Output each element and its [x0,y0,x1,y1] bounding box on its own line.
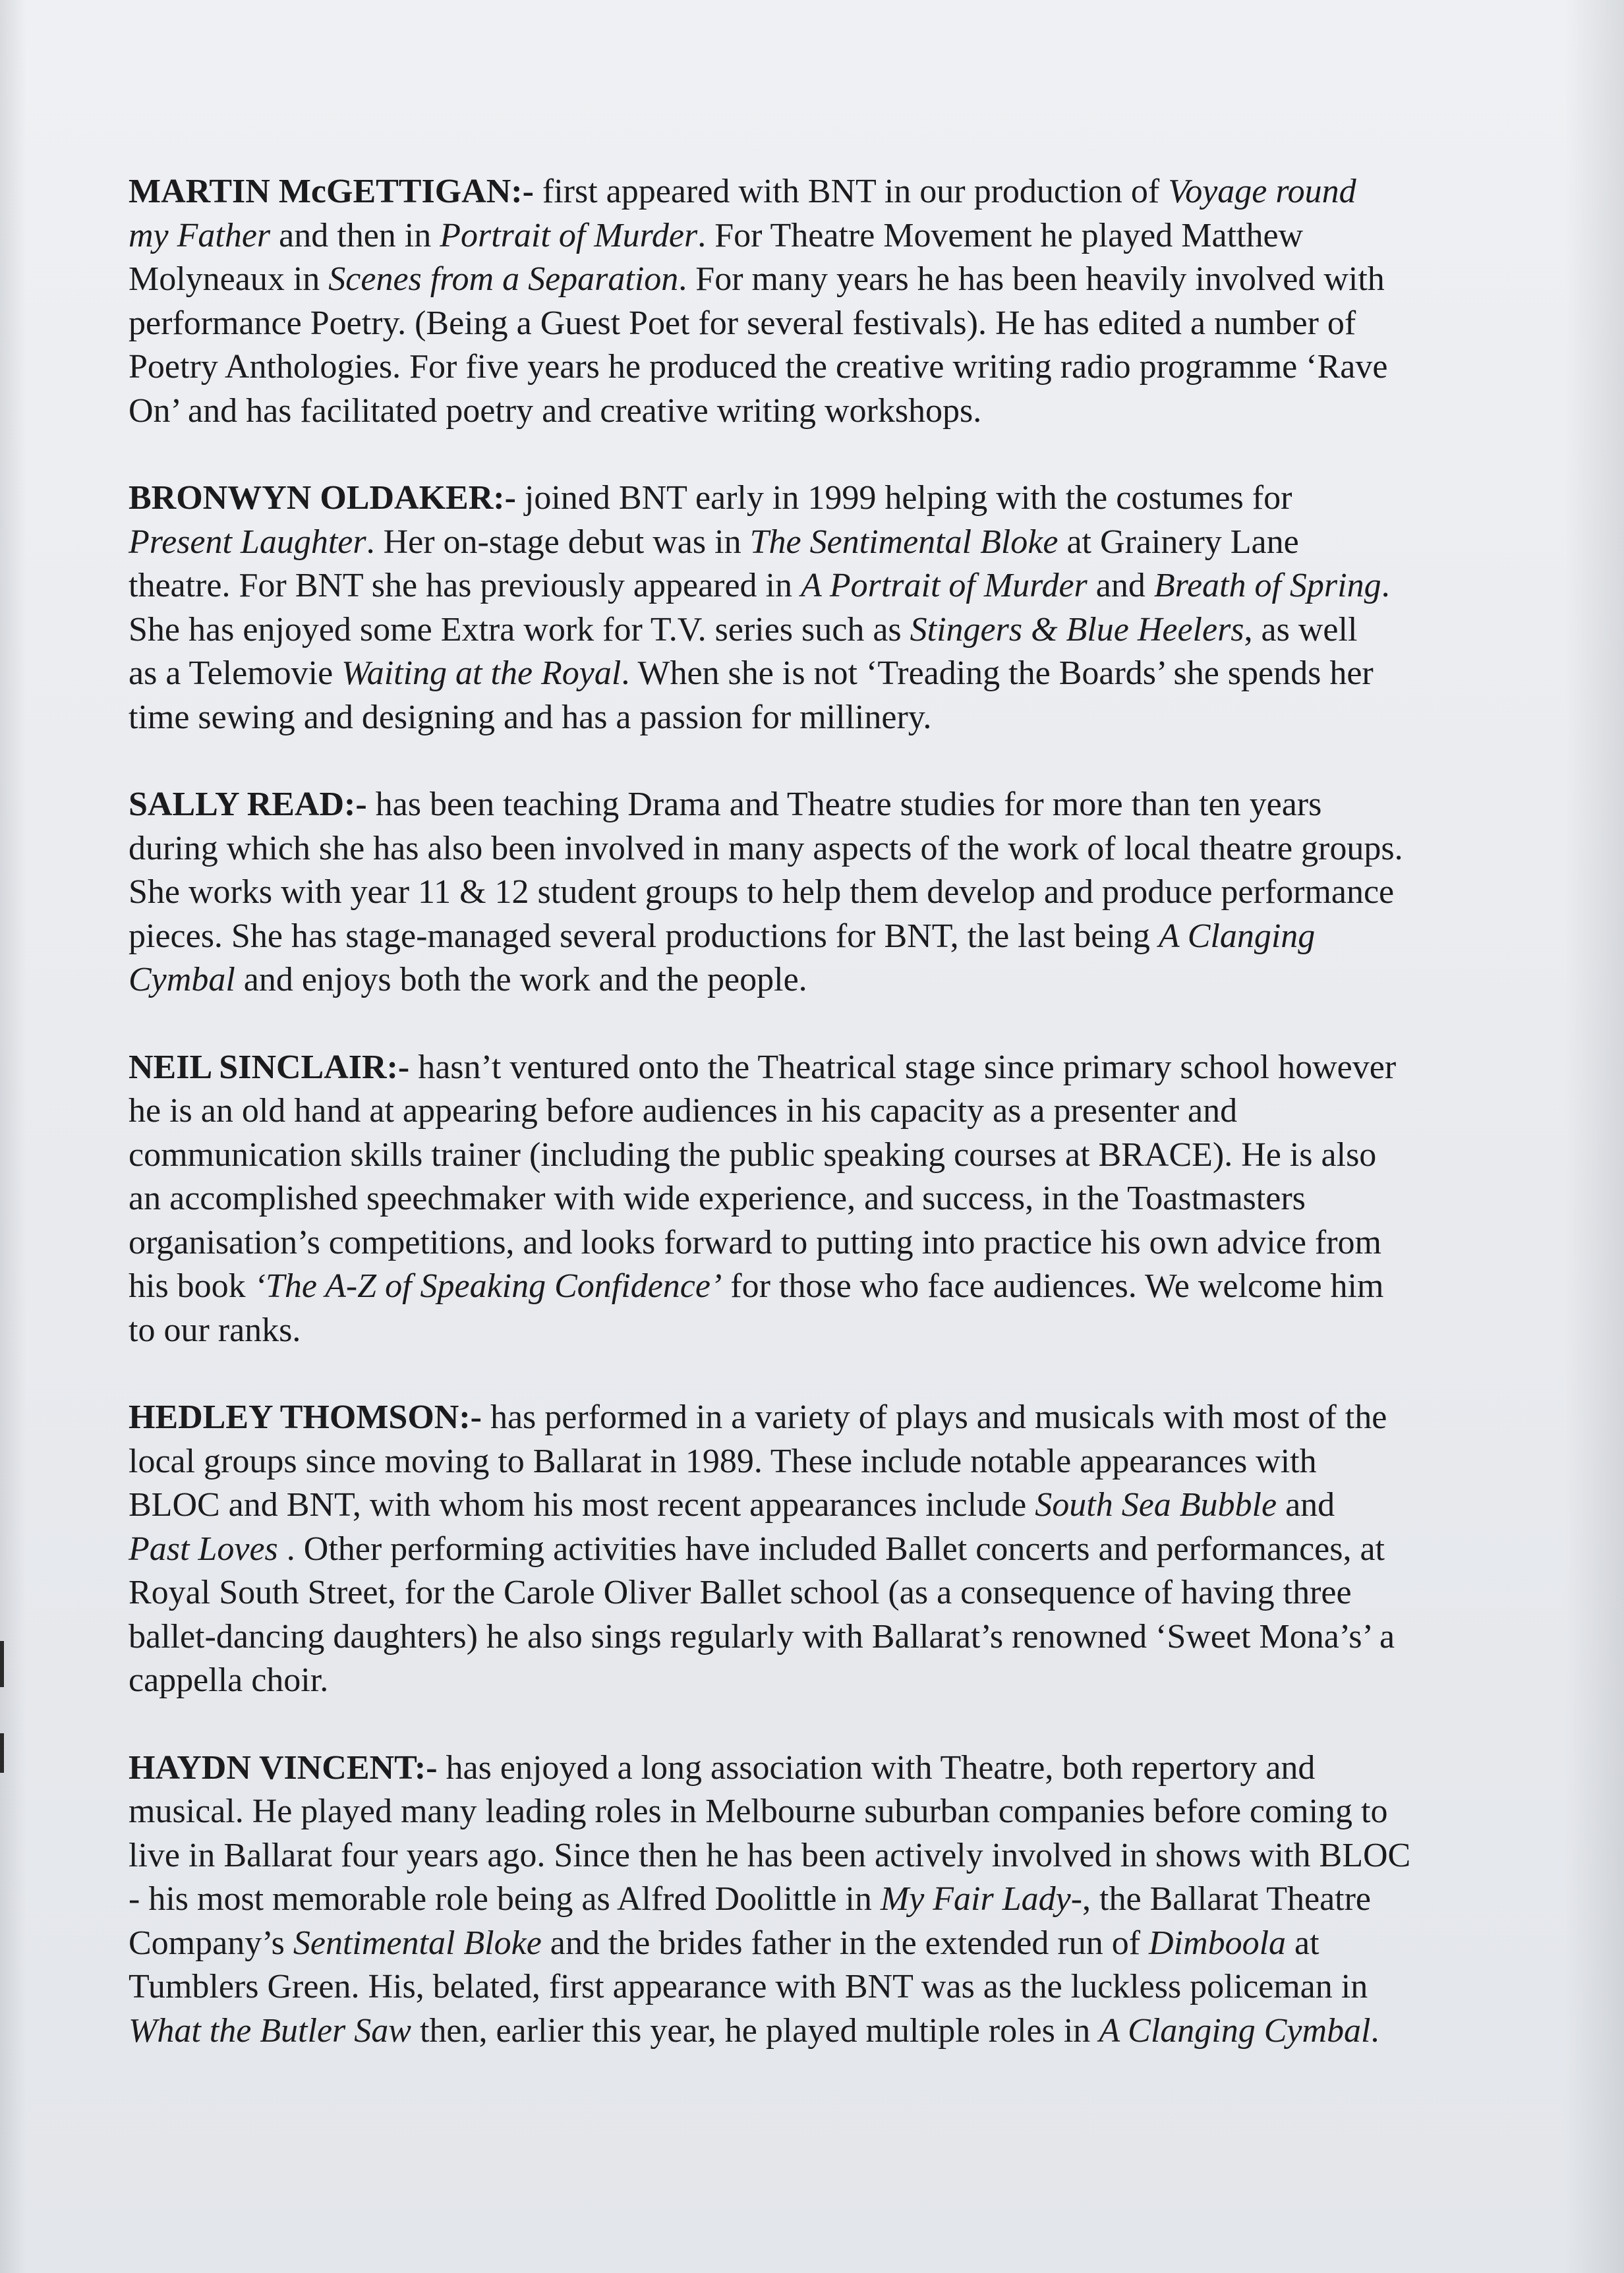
cast-name: NEIL SINCLAIR:- [129,1048,410,1086]
production-title: What the Butler Saw [129,2011,411,2050]
bio-text: . Her on-stage debut was in [366,523,750,561]
bio-text: , as well as a Telemovie [129,610,1358,692]
bio-neil-sinclair [129,1046,1506,1353]
production-title: Dimboola [1149,1924,1287,1962]
production-title: Sentimental Bloke [293,1924,542,1962]
bio-text: . Other performing activities have included Ballet concerts and performances, at Royal South Street, for the Carole Oliver Ballet school (as a consequence of having three ballet-dancing daughters) he also sings regularly with Ballarat’s renowned ‘Sweet Mona’s’ a cappella choir. [129,1530,1395,1699]
edge-mark [0,1733,4,1773]
production-title: Past Loves [129,1530,278,1568]
bio-text: has performed in a variety of plays and musicals with most of the local groups since moving to Ballarat in 1989. These include notable appearances with BLOC and BNT, with whom his most recent appearances include [129,1398,1387,1524]
bio-haydn-vincent [129,1746,1506,2054]
production-title: Stingers & Blue Heelers [910,610,1244,648]
cast-name: HEDLEY THOMSON:- [129,1398,482,1436]
cast-name: MARTIN McGETTIGAN:- [129,173,534,210]
production-title: My Fair Lady [880,1880,1071,1918]
production-title: A Portrait of Murder [801,567,1088,604]
bio-text: and then in [270,216,440,254]
bio-text: and [1087,567,1154,604]
bio-sally-read [129,783,1506,1002]
bio-text: for those who face audiences. We welcome him to our ranks. [129,1267,1384,1349]
bio-text: first appeared with BNT in our production of [533,173,1169,210]
production-title: Scenes from a Separation [328,260,679,298]
production-title: Present Laughter [129,523,366,561]
bio-text: and the brides father in the extended run of [541,1924,1149,1962]
bio-bronwyn-oldaker [129,476,1506,739]
cast-name: BRONWYN OLDAKER:- [129,479,516,517]
bio-text: . She has enjoyed some Extra work for T.V. series such as [129,567,1390,648]
bio-text: -, the Ballarat Theatre Company’s [129,1880,1371,1962]
bio-text: . For many years he has been heavily involved with performance Poetry. (Being a Guest Poet for several festivals). He has edited a number of Poetry Anthologies. For five years he produced the creative writing radio programme ‘Rave On’ and has facilitated poetry and creative writing workshops. [129,260,1388,430]
bio-text: at Tumblers Green. His, belated, first appearance with BNT was as the luckless policeman in [129,1924,1368,2005]
bio-text: at Grainery Lane theatre. For BNT she has previously appeared in [129,523,1299,604]
bio-text: and [1285,1486,1335,1524]
production-title: The Sentimental Bloke [749,523,1058,561]
edge-mark [0,1641,4,1687]
production-title: Breath of Spring [1153,567,1381,604]
bio-martin-mcgettigan [129,170,1506,433]
cast-biographies [129,170,1506,2053]
production-title: A Clanging Cymbal [129,917,1316,998]
bio-text: hasn’t ventured onto the Theatrical stage since primary school however he is an old hand at appearing before audiences in his capacity as a presenter and communication skills trainer (including the public speaking courses at BRACE). He is also an accomplished speechmaker with wide experience, and success, in the Toastmasters organisation’s competitions, and looks forward to putting into practice his own advice from his book [129,1048,1397,1305]
production-title: Voyage round my Father [129,173,1356,254]
bio-text: and enjoys both the work and the people. [235,961,807,998]
page-shadow-right [1565,0,1624,2273]
production-title: A Clanging Cymbal [1099,2011,1371,2050]
bio-text: . [1370,2011,1379,2050]
bio-hedley-thomson [129,1396,1506,1703]
production-title: South Sea Bubble [1035,1486,1277,1524]
bio-text: then, earlier this year, he played multiple roles in [411,2011,1099,2050]
page-shadow-left [0,0,26,2273]
bio-text: has been teaching Drama and Theatre studies for more than ten years during which she has also been involved in many aspects of the work of local theatre groups. She works with year 11 & 12 student groups to help them develop and produce performance pieces. She has stage-managed several productions for BNT, the last being [129,786,1403,955]
bio-text: has enjoyed a long association with Theatre, both repertory and musical. He played many leading roles in Melbourne suburban companies before coming to live in Ballarat four years ago. Since then he has been actively involved in shows with BLOC - his most memorable role being as Alfred Doolittle in [129,1748,1411,1918]
bio-text: joined BNT early in 1999 helping with the costumes for [524,479,1292,517]
production-title: Waiting at the Royal [341,654,622,692]
bio-text: . For Theatre Movement he played Matthew Molyneaux in [129,216,1304,298]
cast-name: SALLY READ:- [129,786,367,823]
production-title: Portrait of Murder [440,216,698,254]
cast-name: HAYDN VINCENT:- [129,1748,438,1787]
production-title: ‘The A-Z of Speaking Confidence’ [254,1267,722,1305]
bio-text: . When she is not ‘Treading the Boards’ she spends her time sewing and designing and has a passion for millinery. [129,654,1374,736]
